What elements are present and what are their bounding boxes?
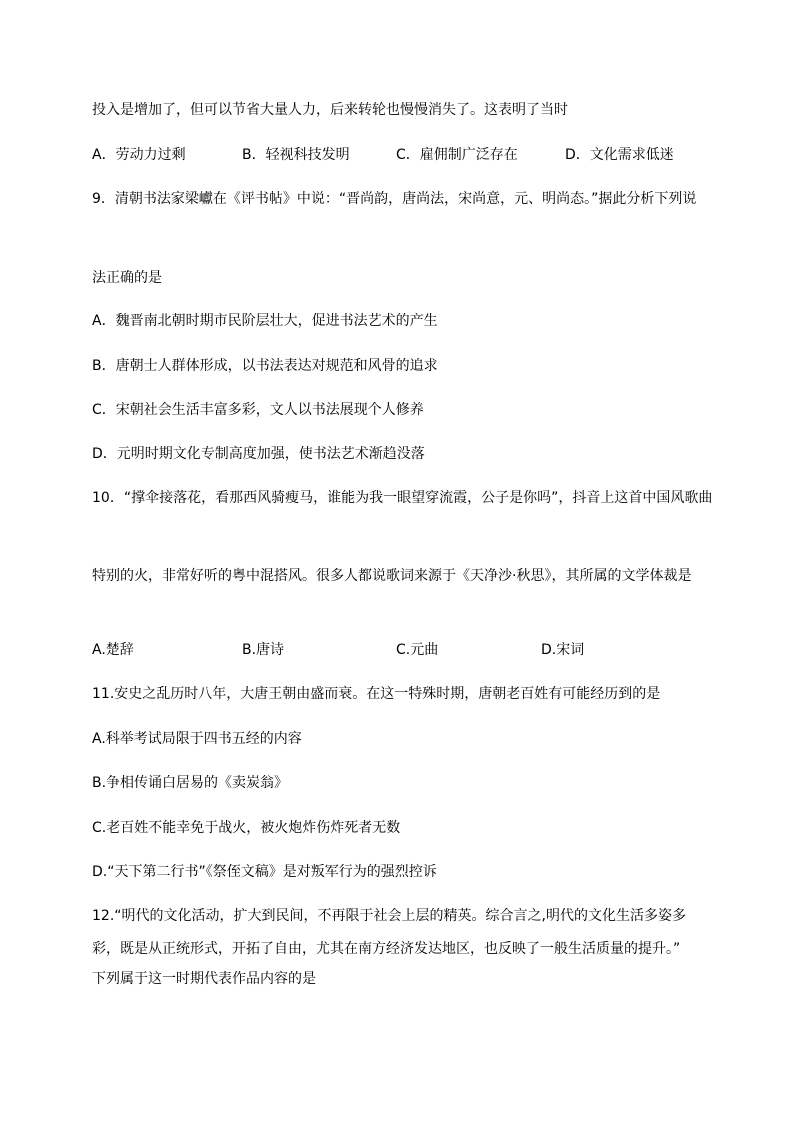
q10-option-c: C.元曲 [396, 642, 439, 658]
q9-stem-line2: 法正确的是 [92, 270, 162, 286]
q10-option-a: A.楚辞 [92, 642, 134, 658]
q10-option-d: D.宋词 [541, 642, 585, 658]
q8-option-c: C．雇佣制广泛存在 [396, 147, 518, 163]
q10-stem-line1: 10．“撑伞接落花，看那西风骑瘦马，谁能为我一眼望穿流霞，公子是你吗”，抖音上这首中国风歌曲 [92, 490, 713, 506]
q11-stem: 11.安史之乱历时八年，大唐王朝由盛而衰。在这一特殊时期，唐朝老百姓有可能经历到的是 [92, 686, 661, 702]
q9-option-a: A．魏晋南北朝时期市民阶层壮大，促进书法艺术的产生 [92, 313, 438, 329]
q10-stem-line2: 特别的火，非常好听的粤中混搭风。很多人都说歌词来源于《天净沙·秋思》，其所属的文学体裁是 [92, 568, 692, 584]
q12-stem-line2: 彩，既是从正统形式，开拓了自由，尤其在南方经济发达地区，也反映了一般生活质量的提升。” [92, 941, 681, 957]
q9-option-b: B．唐朝士人群体形成，以书法表达对规范和风骨的追求 [92, 358, 438, 374]
q11-option-d: D.“天下第二行书”《祭侄文稿》是对叛军行为的强烈控诉 [92, 864, 437, 880]
q9-option-d: D．元明时期文化专制高度加强，使书法艺术渐趋没落 [92, 446, 425, 462]
q9-option-c: C．宋朝社会生活丰富多彩，文人以书法展现个人修养 [92, 402, 424, 418]
q11-option-a: A.科举考试局限于四书五经的内容 [92, 731, 302, 747]
q12-stem-line3: 下列属于这一时期代表作品内容的是 [92, 971, 316, 987]
q9-stem-line1: 9．清朝书法家梁巘在《评书帖》中说：“晋尚韵，唐尚法，宋尚意，元、明尚态。”据此分析下列说 [92, 191, 697, 207]
q11-option-b: B.争相传诵白居易的《卖炭翁》 [92, 775, 289, 791]
q8-option-b: B．轻视科技发明 [242, 147, 350, 163]
q8-stem-tail: 投入是增加了，但可以节省大量人力，后来转轮也慢慢消失了。这表明了当时 [92, 102, 568, 118]
q8-option-d: D．文化需求低迷 [565, 147, 674, 163]
q10-option-b: B.唐诗 [242, 642, 285, 658]
q8-option-a: A．劳动力过剩 [92, 147, 186, 163]
q11-option-c: C.老百姓不能幸免于战火，被火炮炸伤炸死者无数 [92, 820, 401, 836]
q12-stem-line1: 12.“明代的文化活动，扩大到民间，不再限于社会上层的精英。综合言之,明代的文化生活多姿多 [92, 908, 686, 924]
